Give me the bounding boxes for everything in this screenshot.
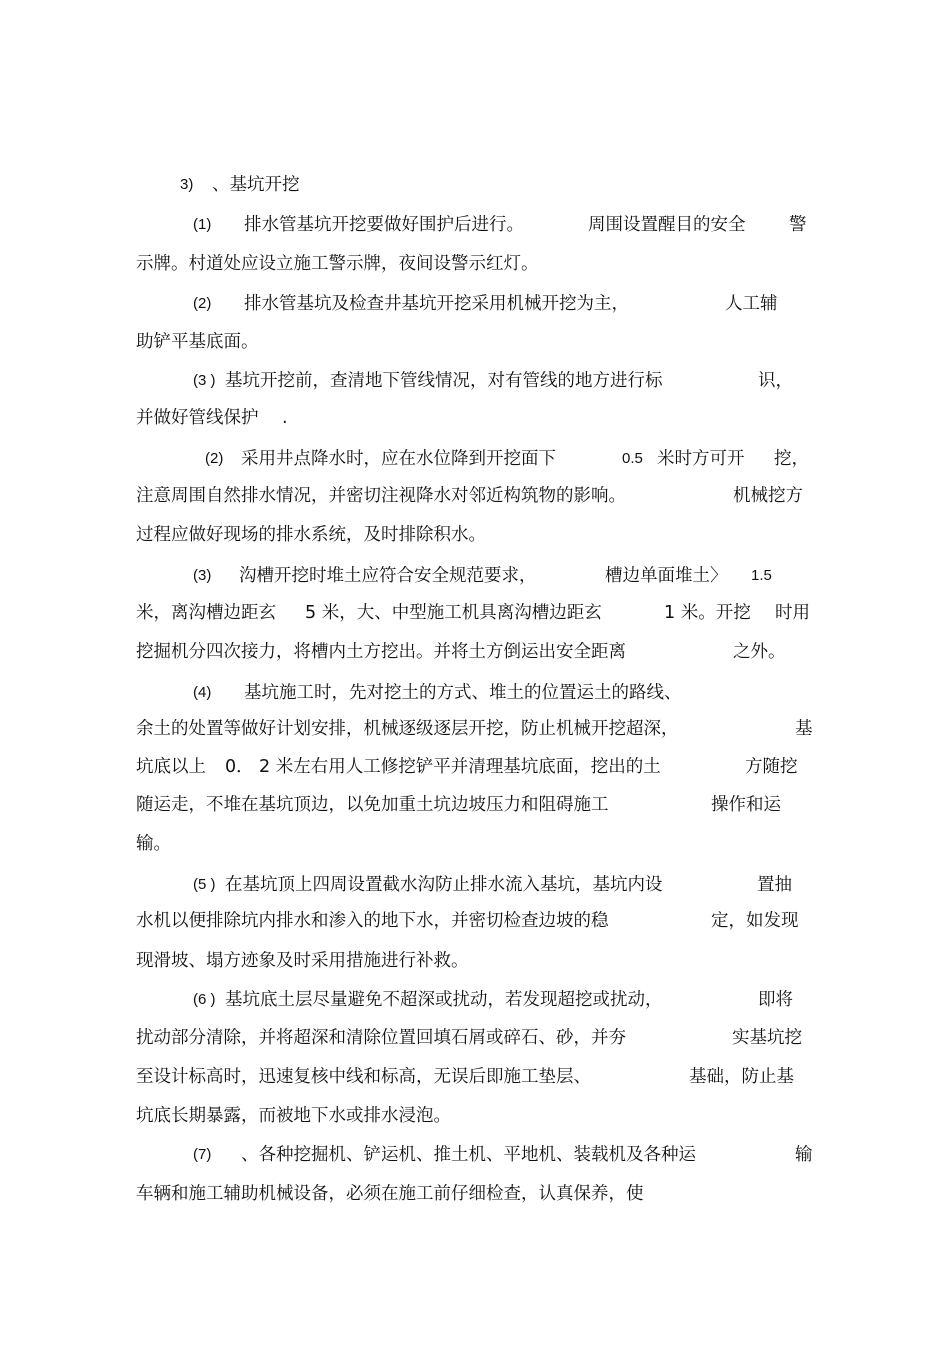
text-segment: 在基坑顶上四周设置截水沟防止排水流入基坑，基坑内设 (225, 875, 663, 895)
text-segment: 即将 (758, 990, 793, 1010)
paragraph-number: (1) (193, 216, 212, 233)
paragraph-line (0, 561, 950, 591)
text-segment: 示牌。村道处应设立施工警示牌，夜间设警示红灯。 (136, 254, 539, 274)
paragraph-number: (2) (193, 295, 212, 312)
paragraph-line (0, 327, 950, 357)
paragraph-line (0, 598, 950, 628)
text-segment: 0． (225, 757, 254, 777)
text-segment: 基坑底土层尽量避免不超深或扰动，若发现超挖或扰动， (225, 990, 663, 1010)
heading-title: 、基坑开挖 (212, 175, 300, 195)
text-segment: 注意周围自然排水情况，并密切注视降水对邻近构筑物的影响。 (136, 486, 626, 506)
paragraph-number: (4) (193, 684, 212, 701)
text-segment: 水机以便排除坑内排水和渗入的地下水，并密切检查边坡的稳 (136, 911, 609, 931)
text-segment: 警 (789, 215, 807, 235)
paragraph-line (0, 481, 950, 511)
paragraph-line (0, 752, 950, 782)
paragraph-line (0, 790, 950, 820)
text-segment: 之外。 (733, 642, 786, 662)
text-segment: 置抽 (757, 875, 792, 895)
paragraph-line (0, 210, 950, 240)
paragraph-line (0, 249, 950, 279)
paragraph-line (0, 870, 950, 900)
text-segment: 现滑坡、塌方迹象及时采用措施进行补救。 (136, 951, 469, 971)
text-segment: 沟槽开挖时堆土应符合安全规范要求， (239, 566, 537, 586)
text-segment: 操作和运 (711, 795, 781, 815)
text-segment: 识， (758, 371, 793, 391)
paragraph-line (0, 520, 950, 550)
text-segment: 米，离沟槽边距玄 (136, 603, 276, 623)
text-segment: 输。 (136, 834, 171, 854)
paragraph-line (0, 637, 950, 667)
paragraph-number: (3 ) (193, 372, 216, 389)
text-segment: 5 米，大、中型施工机具离沟槽边距玄 (305, 603, 602, 623)
text-segment: 挖掘机分四次接力，将槽内土方挖出。并将土方倒运出安全距离 (136, 642, 626, 662)
paragraph-line (0, 366, 950, 396)
text-segment: 基坑开挖前，查清地下管线情况，对有管线的地方进行标 (225, 371, 663, 391)
paragraph-number: (2) (205, 450, 224, 467)
text-segment: 1 米。开挖 (664, 603, 751, 623)
paragraph-line (0, 829, 950, 859)
text-segment: 、各种挖掘机、铲运机、推土机、平地机、装载机及各种运 (241, 1145, 696, 1165)
text-segment: 实基坑挖 (732, 1028, 802, 1048)
paragraph-line (0, 1062, 950, 1092)
text-segment: 至设计标高时，迅速复核中线和标高，无误后即施工垫层、 (136, 1067, 591, 1087)
paragraph-line (0, 1140, 950, 1170)
text-segment: 周围设置醒目的安全 (588, 215, 746, 235)
text-segment: 人工辅 (725, 294, 778, 314)
paragraph-line (0, 946, 950, 976)
heading-number: 3) (180, 176, 194, 193)
text-segment: 助铲平基底面。 (136, 332, 259, 352)
text-segment: 方随挖 (745, 757, 798, 777)
text-segment: 米时方可开 (657, 449, 745, 469)
text-segment: 并做好管线保护 (136, 408, 259, 428)
paragraph-line (0, 1023, 950, 1053)
text-segment: 基坑施工时，先对挖土的方式、堆土的位置运土的路线、 (244, 683, 682, 703)
text-segment: 坑底长期暴露，而被地下水或排水浸泡。 (136, 1106, 451, 1126)
text-segment: 余土的处置等做好计划安排，机械逐级逐层开挖，防止机械开挖超深， (136, 719, 679, 739)
paragraph-line (0, 289, 950, 319)
text-segment: 车辆和施工辅助机械设备，必须在施工前仔细检查，认真保养，使 (136, 1184, 644, 1204)
paragraph-line (0, 906, 950, 936)
text-segment: 1.5 (751, 567, 772, 584)
paragraph-number: (5 ) (193, 876, 216, 893)
paragraph-number: (6 ) (193, 991, 216, 1008)
text-segment: 定，如发现 (711, 911, 799, 931)
paragraph-line (0, 678, 950, 708)
text-segment: 2 米左右用人工修挖铲平并清理基坑底面，挖出的土 (259, 757, 661, 777)
text-segment: 输 (795, 1145, 813, 1165)
text-segment: 槽边单面堆土〉 (605, 566, 728, 586)
text-segment: 扰动部分清除，并将超深和清除位置回填石屑或碎石、砂，并夯 (136, 1028, 626, 1048)
text-segment: 机械挖方 (733, 486, 803, 506)
text-segment: 0.5 (622, 450, 643, 467)
text-segment: 采用井点降水时，应在水位降到开挖面下 (241, 449, 556, 469)
text-segment: 基础，防止基 (689, 1067, 794, 1087)
paragraph-line (0, 1101, 950, 1131)
text-segment: 基 (795, 719, 813, 739)
paragraph-line (0, 985, 950, 1015)
text-segment: 挖， (774, 449, 809, 469)
paragraph-line (0, 403, 950, 433)
paragraph-line (0, 714, 950, 744)
paragraph-line (0, 444, 950, 474)
paragraph-line (0, 1179, 950, 1209)
text-segment: 过程应做好现场的排水系统，及时排除积水。 (136, 525, 486, 545)
text-segment: 排水管基坑及检查井基坑开挖采用机械开挖为主， (244, 294, 629, 314)
text-segment: 排水管基坑开挖要做好围护后进行。 (244, 215, 524, 235)
text-segment: 随运走，不堆在基坑顶边，以免加重土坑边坡压力和阻碍施工 (136, 795, 609, 815)
paragraph-number: (3) (193, 567, 212, 584)
text-segment: . (282, 408, 288, 428)
paragraph-number: (7) (193, 1146, 212, 1163)
section-heading (0, 170, 950, 200)
text-segment: 坑底以上 (136, 757, 206, 777)
text-segment: 时用 (775, 603, 810, 623)
